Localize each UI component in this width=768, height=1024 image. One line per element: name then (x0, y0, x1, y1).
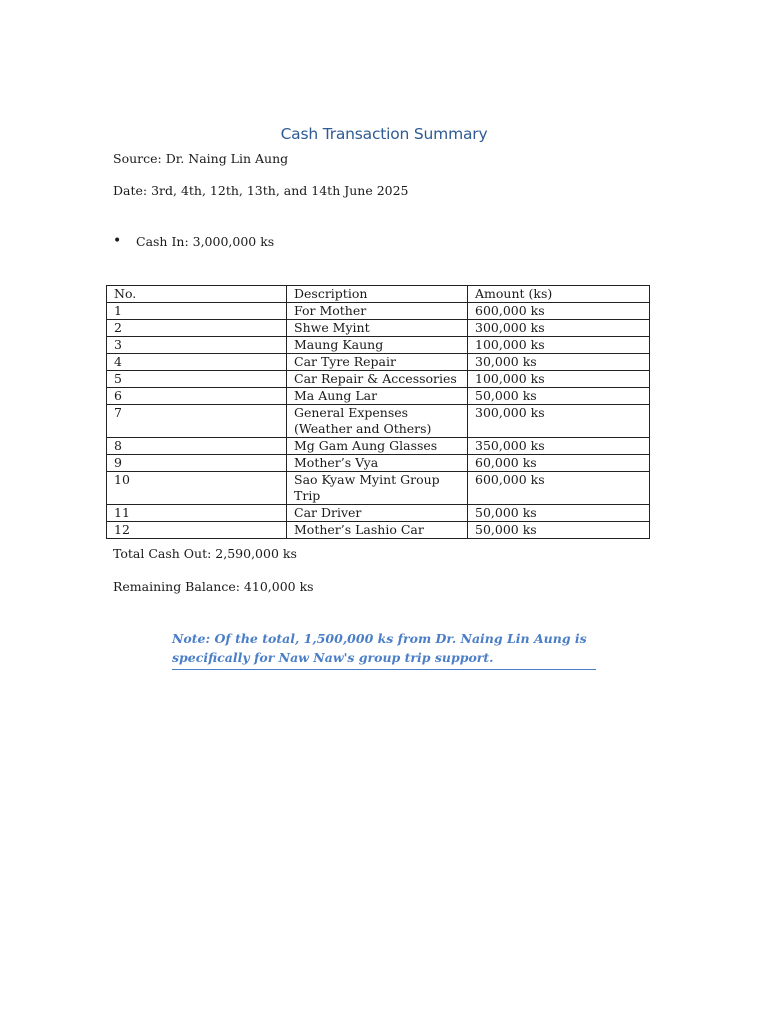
row-description: Ma Aung Lar (287, 388, 468, 405)
row-description: Mother’s Lashio Car (287, 522, 468, 539)
row-number: 3 (107, 337, 287, 354)
table-row (107, 455, 650, 472)
date-line: Date: 3rd, 4th, 12th, 13th, and 14th June 2025 (113, 183, 409, 198)
cash-in-text: Cash In: 3,000,000 ks (136, 234, 275, 249)
row-amount: 100,000 ks (468, 337, 650, 354)
row-amount: 50,000 ks (468, 522, 650, 539)
table-row (107, 337, 650, 354)
note-underline (172, 669, 596, 670)
column-header-amount: Amount (ks) (468, 286, 650, 303)
row-amount: 60,000 ks (468, 455, 650, 472)
row-number: 2 (107, 320, 287, 337)
table-row (107, 354, 650, 371)
row-amount: 600,000 ks (468, 472, 650, 505)
row-amount: 600,000 ks (468, 303, 650, 320)
row-amount: 50,000 ks (468, 388, 650, 405)
table-row (107, 522, 650, 539)
transactions-table (106, 285, 650, 539)
row-amount: 100,000 ks (468, 371, 650, 388)
table-header-row (107, 286, 650, 303)
row-amount: 350,000 ks (468, 438, 650, 455)
column-header-no: No. (107, 286, 287, 303)
table-row (107, 505, 650, 522)
row-number: 11 (107, 505, 287, 522)
row-description: Car Driver (287, 505, 468, 522)
row-amount: 300,000 ks (468, 320, 650, 337)
row-number: 7 (107, 405, 287, 438)
total-cash-out: Total Cash Out: 2,590,000 ks (113, 546, 297, 561)
row-number: 9 (107, 455, 287, 472)
row-description: Car Repair & Accessories (287, 371, 468, 388)
row-description: Maung Kaung (287, 337, 468, 354)
row-description: For Mother (287, 303, 468, 320)
row-number: 6 (107, 388, 287, 405)
row-number: 4 (107, 354, 287, 371)
table-row (107, 438, 650, 455)
row-description: Shwe Myint (287, 320, 468, 337)
table-row (107, 405, 650, 438)
table-row (107, 388, 650, 405)
document-title: Cash Transaction Summary (280, 125, 488, 143)
row-number: 8 (107, 438, 287, 455)
source-line: Source: Dr. Naing Lin Aung (113, 151, 289, 166)
row-description: Mg Gam Aung Glasses (287, 438, 468, 455)
row-description: Car Tyre Repair (287, 354, 468, 371)
row-number: 5 (107, 371, 287, 388)
remaining-balance: Remaining Balance: 410,000 ks (113, 579, 314, 594)
table-row (107, 303, 650, 320)
column-header-description: Description (287, 286, 468, 303)
row-amount: 50,000 ks (468, 505, 650, 522)
row-number: 1 (107, 303, 287, 320)
row-description: Sao Kyaw Myint Group Trip (287, 472, 468, 505)
row-description: Mother’s Vya (287, 455, 468, 472)
row-number: 12 (107, 522, 287, 539)
table-row (107, 371, 650, 388)
row-number: 10 (107, 472, 287, 505)
table-row (107, 472, 650, 505)
row-description: General Expenses (Weather and Others) (287, 405, 468, 438)
bullet-icon: • (113, 233, 122, 249)
note-text: Note: Of the total, 1,500,000 ks from Dr. Naing Lin Aung is specifically for Naw Naw's group trip support. (172, 631, 587, 665)
row-amount: 300,000 ks (468, 405, 650, 438)
row-amount: 30,000 ks (468, 354, 650, 371)
table-row (107, 320, 650, 337)
